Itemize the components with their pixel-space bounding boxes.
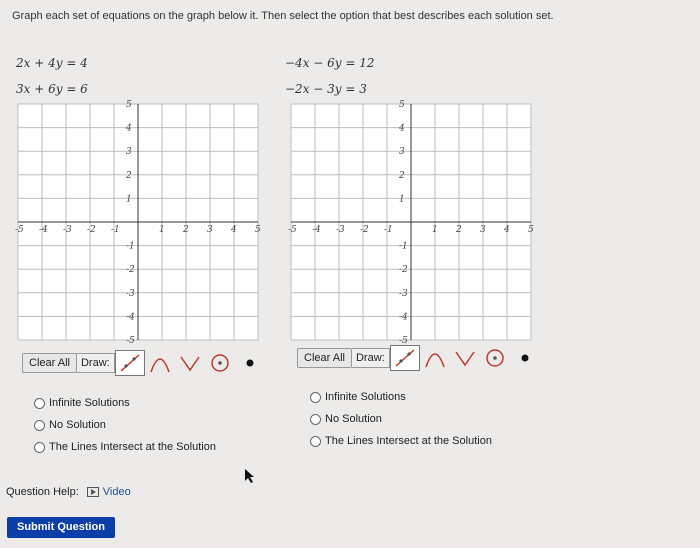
circle-tool-icon[interactable] — [480, 345, 510, 371]
radio-button[interactable] — [310, 414, 321, 425]
y-tick-label: -2 — [399, 265, 408, 276]
y-tick-label: -1 — [399, 241, 408, 252]
clear-all-button[interactable]: Clear All — [297, 348, 352, 368]
video-icon — [87, 487, 99, 497]
radio-button[interactable] — [310, 436, 321, 447]
x-tick-label: -5 — [15, 225, 24, 235]
right-equation-1: −4x − 6y = 12 — [285, 56, 375, 70]
y-tick-label: -1 — [126, 241, 135, 252]
x-tick-label: 4 — [504, 225, 510, 235]
x-tick-label: -2 — [360, 225, 369, 235]
y-tick-label: -3 — [399, 288, 408, 299]
point-tool-icon[interactable] — [235, 350, 265, 376]
line-tool-icon[interactable] — [115, 350, 145, 376]
x-tick-label: 3 — [207, 225, 213, 235]
option-lines-intersect[interactable] — [310, 430, 492, 452]
submit-question-button[interactable]: Submit Question — [7, 517, 115, 538]
option-no-solution[interactable] — [34, 414, 216, 436]
y-tick-label: 5 — [399, 100, 405, 110]
y-tick-label: 3 — [399, 147, 405, 158]
y-tick-label: -5 — [126, 336, 135, 344]
option-label: No Solution — [325, 413, 382, 425]
x-tick-label: -3 — [63, 225, 72, 235]
option-label: No Solution — [49, 419, 106, 431]
left-solution-options — [34, 392, 216, 458]
mouse-cursor-icon — [244, 468, 256, 484]
option-infinite-solutions[interactable] — [34, 392, 216, 414]
question-help — [6, 486, 131, 498]
left-toolbar — [22, 350, 265, 376]
x-tick-label: 5 — [255, 225, 261, 235]
video-label: Video — [102, 486, 131, 498]
right-graph[interactable] — [287, 100, 535, 344]
x-tick-label: 3 — [480, 225, 486, 235]
y-tick-label: 3 — [126, 147, 132, 158]
y-tick-label: -3 — [126, 288, 135, 299]
circle-tool-icon[interactable] — [205, 350, 235, 376]
y-tick-label: -4 — [399, 312, 408, 323]
instructions: Graph each set of equations on the graph below it. Then select the option that best describes each solution set. — [12, 10, 554, 22]
left-equation-2: 3x + 6y = 6 — [16, 82, 88, 96]
question-help-label: Question Help: — [6, 486, 79, 498]
parabola-tool-icon[interactable] — [145, 350, 175, 376]
y-tick-label: -5 — [399, 336, 408, 344]
radio-button[interactable] — [34, 442, 45, 453]
x-tick-label: 2 — [183, 225, 189, 235]
absolute-value-tool-icon[interactable] — [175, 350, 205, 376]
option-no-solution[interactable] — [310, 408, 492, 430]
y-tick-label: 4 — [126, 123, 132, 134]
x-tick-label: 1 — [159, 225, 165, 235]
option-infinite-solutions[interactable] — [310, 386, 492, 408]
clear-all-button[interactable]: Clear All — [22, 353, 77, 373]
radio-button[interactable] — [34, 420, 45, 431]
absolute-value-tool-icon[interactable] — [450, 345, 480, 371]
x-tick-label: -2 — [87, 225, 96, 235]
y-tick-label: 2 — [126, 170, 132, 181]
y-tick-label: 4 — [399, 123, 405, 134]
x-tick-label: -5 — [288, 225, 297, 235]
x-tick-label: -1 — [111, 225, 120, 235]
x-tick-label: -4 — [39, 225, 48, 235]
x-tick-label: 4 — [231, 225, 237, 235]
right-solution-options — [310, 386, 492, 452]
right-equation-2: −2x − 3y = 3 — [285, 82, 367, 96]
x-tick-label: -3 — [336, 225, 345, 235]
option-label: The Lines Intersect at the Solution — [49, 441, 216, 453]
y-tick-label: 1 — [399, 194, 405, 205]
draw-label: Draw: — [352, 348, 390, 368]
y-tick-label: 5 — [126, 100, 132, 110]
option-lines-intersect[interactable] — [34, 436, 216, 458]
x-tick-label: -1 — [384, 225, 393, 235]
x-tick-label: 2 — [456, 225, 462, 235]
parabola-tool-icon[interactable] — [420, 345, 450, 371]
point-tool-icon[interactable] — [510, 345, 540, 371]
draw-label: Draw: — [77, 353, 115, 373]
option-label: Infinite Solutions — [49, 397, 130, 409]
line-tool-icon[interactable] — [390, 345, 420, 371]
x-tick-label: 5 — [528, 225, 534, 235]
x-tick-label: 1 — [432, 225, 438, 235]
option-label: The Lines Intersect at the Solution — [325, 435, 492, 447]
video-link[interactable] — [87, 486, 131, 498]
x-tick-label: -4 — [312, 225, 321, 235]
left-graph[interactable] — [14, 100, 262, 344]
y-tick-label: 2 — [399, 170, 405, 181]
y-tick-label: -4 — [126, 312, 135, 323]
radio-button[interactable] — [34, 398, 45, 409]
y-tick-label: 1 — [126, 194, 132, 205]
right-toolbar — [297, 345, 540, 371]
left-equation-1: 2x + 4y = 4 — [16, 56, 88, 70]
option-label: Infinite Solutions — [325, 391, 406, 403]
radio-button[interactable] — [310, 392, 321, 403]
y-tick-label: -2 — [126, 265, 135, 276]
